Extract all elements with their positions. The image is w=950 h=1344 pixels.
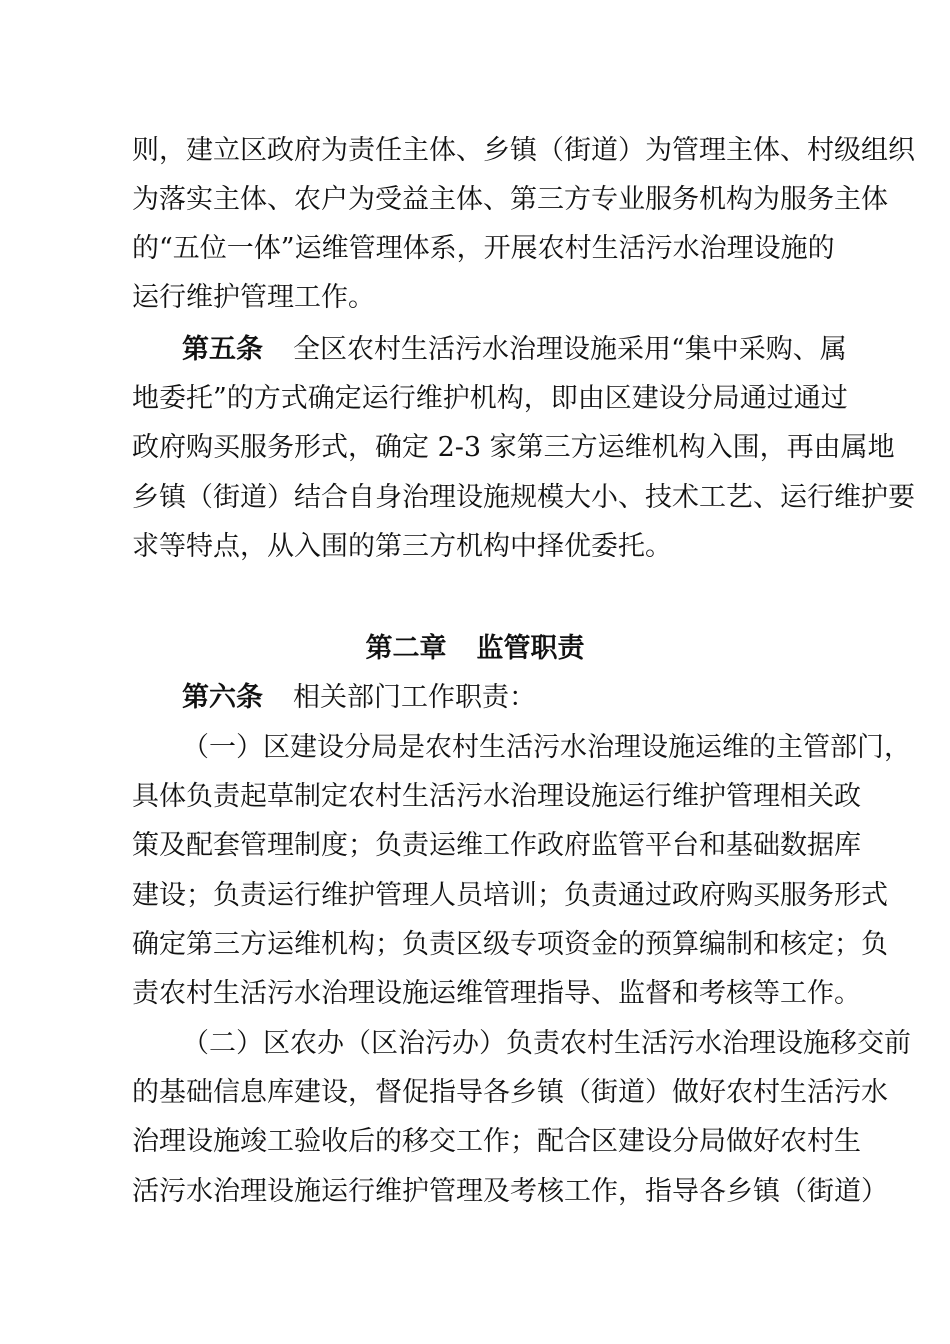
chapter-number: 第二章 [365,633,447,664]
paragraph-line: 地委托”的方式确定运行维护机构，即由区建设分局通过通过 [132,383,848,414]
paragraph-line: 运行维护管理工作。 [132,282,375,313]
paragraph-line: 确定第三方运维机构；负责区级专项资金的预算编制和核定；负 [132,929,888,960]
paragraph-line: 的“五位一体”运维管理体系，开展农村生活污水治理设施的 [132,233,835,264]
paragraph-line: 具体负责起草制定农村生活污水治理设施运行维护管理相关政 [132,781,861,812]
paragraph-line: 乡镇（街道）结合自身治理设施规模大小、技术工艺、运行维护要 [132,482,915,513]
item-1-first-line: （一）区建设分局是农村生活污水治理设施运维的主管部门， [182,732,911,763]
paragraph-line: 的基础信息库建设，督促指导各乡镇（街道）做好农村生活污水 [132,1077,888,1108]
chapter-heading [0,631,950,667]
chapter-title: 监管职责 [476,633,585,664]
paragraph-line: 求等特点，从入围的第三方机构中择优委托。 [132,531,672,562]
paragraph-line: 策及配套管理制度；负责运维工作政府监管平台和基础数据库 [132,830,861,861]
article-5-text: 全区农村生活污水治理设施采用“集中采购、属 [293,334,847,365]
article-6-label: 第六条 [182,682,263,713]
item-2-first-line: （二）区农办（区治污办）负责农村生活污水治理设施移交前 [182,1028,911,1059]
article-6-line [182,680,832,716]
paragraph-line: 为落实主体、农户为受益主体、第三方专业服务机构为服务主体 [132,184,888,215]
article-5-label: 第五条 [182,334,263,365]
paragraph-line: 活污水治理设施运行维护管理及考核工作，指导各乡镇（街道） [132,1176,888,1207]
paragraph-line: 则，建立区政府为责任主体、乡镇（街道）为管理主体、村级组织 [132,135,915,166]
paragraph-line: 建设；负责运行维护管理人员培训；负责通过政府购买服务形式 [132,880,888,911]
paragraph-line: 治理设施竣工验收后的移交工作；配合区建设分局做好农村生 [132,1126,861,1157]
article-5-first-line [182,332,847,368]
article-6-text: 相关部门工作职责： [293,682,536,713]
paragraph-line: 政府购买服务形式，确定 2-3 家第三方运维机构入围，再由属地 [132,432,895,463]
paragraph-line: 责农村生活污水治理设施运维管理指导、监督和考核等工作。 [132,978,861,1009]
